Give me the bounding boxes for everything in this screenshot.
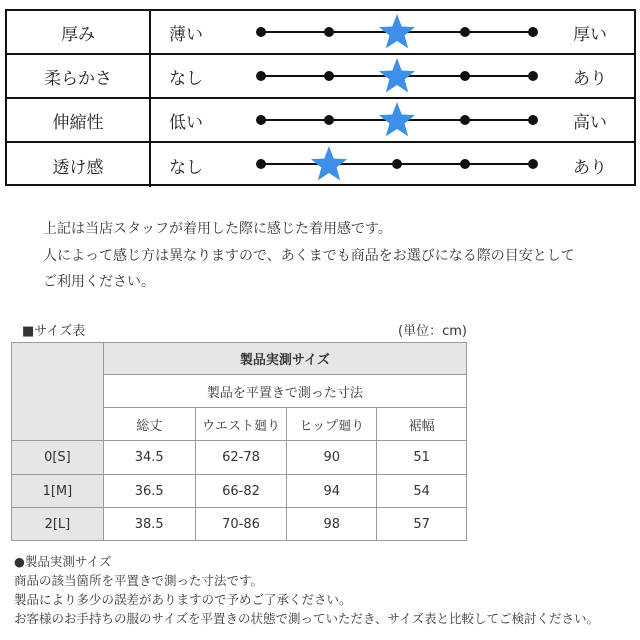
size-label: 2[L] (12, 508, 104, 541)
size-label: 0[S] (12, 441, 104, 475)
scale-dot (324, 71, 334, 81)
feel-label: 厚み (7, 11, 151, 53)
size-value: 98 (287, 508, 377, 541)
table-row (12, 508, 467, 541)
size-label: 1[M] (12, 475, 104, 508)
size-value: 90 (287, 441, 377, 475)
footnote-line: お客様のお手持ちの服のサイズを平置きの状態で測っていただき、サイズ表と比較してご検討ください。 (14, 611, 600, 626)
note-line: ご利用ください。 (43, 274, 155, 290)
scale-dot (528, 27, 538, 37)
scale-dot (392, 159, 402, 169)
feel-row-sheerness (7, 143, 634, 187)
fit-feel-table (5, 9, 636, 186)
table-row (12, 441, 467, 475)
size-value: 34.5 (103, 441, 195, 475)
rating-star-icon (311, 146, 347, 180)
scale-dot (460, 27, 470, 37)
note-line: 上記は当店スタッフが着用した際に感じた着用感です。 (43, 221, 392, 237)
feel-row-softness (7, 55, 634, 99)
rating-star-icon (379, 102, 415, 136)
footnote-line: 商品の該当箇所を平置きで測った寸法です。 (14, 573, 264, 588)
feel-row-stretch (7, 99, 634, 143)
feel-label: 柔らかさ (7, 55, 151, 97)
column-header: ヒップ廻り (287, 408, 377, 441)
size-table-unit: (単位：cm) (398, 324, 467, 339)
feel-left-label: 低い (169, 112, 203, 133)
feel-left-label: なし (169, 157, 203, 178)
feel-left-label: なし (169, 68, 203, 89)
size-value: 36.5 (103, 475, 195, 508)
column-header: 裾幅 (377, 408, 467, 441)
size-value: 57 (377, 508, 467, 541)
scale-dot (324, 27, 334, 37)
scale-dot (528, 115, 538, 125)
size-value: 38.5 (103, 508, 195, 541)
feel-row-thickness (7, 11, 634, 55)
scale-dot (256, 115, 266, 125)
size-value: 94 (287, 475, 377, 508)
feel-scale (243, 11, 543, 55)
scale-dot (460, 159, 470, 169)
footnote-line: 製品により多少の誤差がありますので予めご了承ください。 (14, 592, 352, 607)
size-value: 62-78 (195, 441, 287, 475)
feel-scale (243, 143, 543, 187)
size-table (11, 342, 467, 541)
column-header: ウエスト廻り (195, 408, 287, 441)
scale-dot (528, 71, 538, 81)
rating-star-icon (379, 58, 415, 92)
feel-scale (243, 55, 543, 99)
size-value: 66-82 (195, 475, 287, 508)
footnote-heading: ●製品実測サイズ (14, 554, 112, 569)
scale-dot (256, 71, 266, 81)
size-header-main: 製品実測サイズ (103, 343, 466, 375)
rating-star-icon (379, 14, 415, 48)
size-value: 70-86 (195, 508, 287, 541)
feel-right-label: あり (573, 68, 607, 89)
scale-dot (528, 159, 538, 169)
feel-label: 伸縮性 (7, 99, 151, 141)
scale-dot (256, 159, 266, 169)
size-value: 54 (377, 475, 467, 508)
column-header: 総丈 (103, 408, 195, 441)
feel-right-label: 厚い (573, 24, 607, 45)
feel-scale (243, 99, 543, 143)
scale-dot (324, 115, 334, 125)
size-table-title: ■サイズ表 (22, 324, 86, 339)
size-header-sub: 製品を平置きで測った寸法 (103, 375, 466, 408)
feel-left-label: 薄い (169, 24, 203, 45)
feel-label: 透け感 (7, 143, 151, 187)
feel-right-label: 高い (573, 112, 607, 133)
note-line: 人によって感じ方は異なりますので、あくまでも商品をお選びになる際の目安として (43, 248, 575, 264)
size-table-corner (12, 343, 104, 441)
size-value: 51 (377, 441, 467, 475)
scale-dot (460, 71, 470, 81)
table-row (12, 475, 467, 508)
feel-right-label: あり (573, 157, 607, 178)
scale-dot (460, 115, 470, 125)
scale-dot (256, 27, 266, 37)
